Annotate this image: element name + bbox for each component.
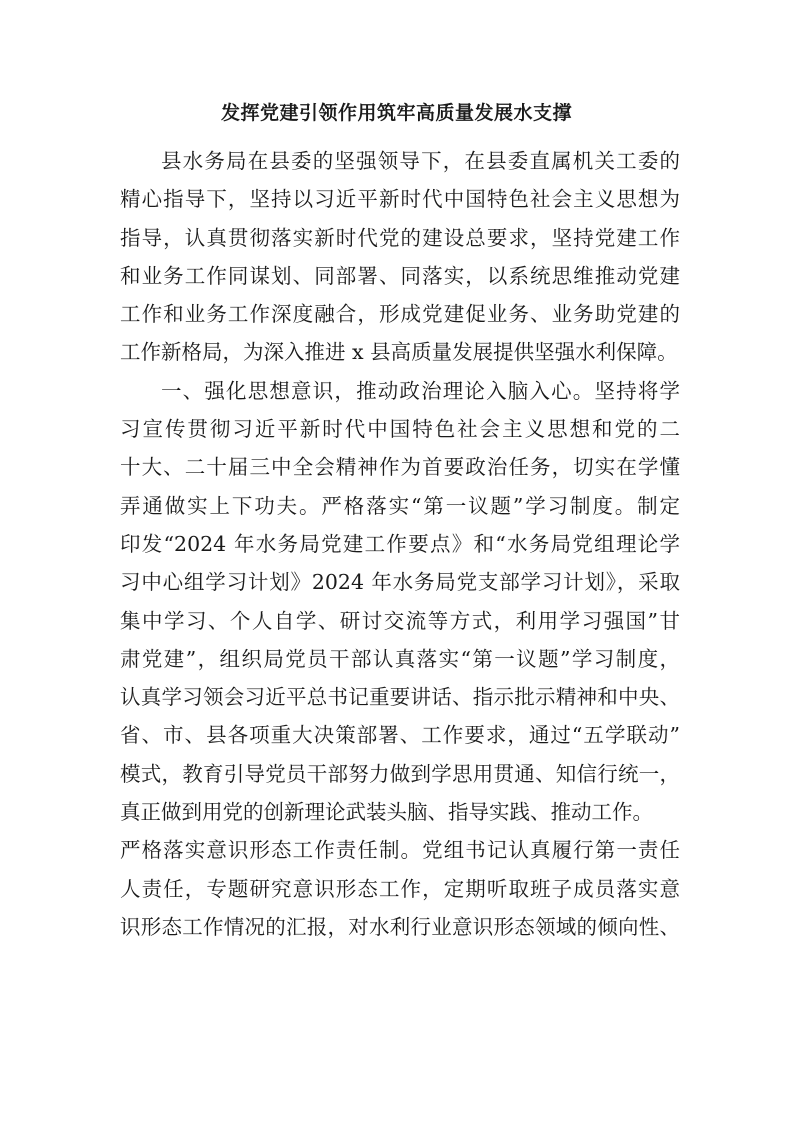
body-line: 识形态工作情况的汇报，对水利行业意识形态领域的倾向性、 <box>120 914 680 939</box>
body-line: 和业务工作同谋划、同部署、同落实，以系统思维推动党建 <box>120 263 680 288</box>
body-line: 一、强化思想意识，推动政治理论入脑入心。坚持将学 <box>161 378 680 403</box>
document-body <box>120 142 680 946</box>
body-line: 模式，教育引导党员干部努力做到学思用贯通、知信行统一， <box>120 761 680 786</box>
body-line: 严格落实意识形态工作责任制。党组书记认真履行第一责任 <box>120 838 680 863</box>
body-line: 精心指导下，坚持以习近平新时代中国特色社会主义思想为 <box>120 187 680 212</box>
body-line: 工作和业务工作深度融合，形成党建促业务、业务助党建的 <box>120 302 680 327</box>
body-line: 集中学习、个人自学、研讨交流等方式，利用学习强国”甘 <box>120 608 680 633</box>
document-title: 发挥党建引领作用筑牢高质量发展水支撑 <box>220 102 572 124</box>
body-line: 省、市、县各项重大决策部署、工作要求，通过“五学联动” <box>120 723 680 748</box>
body-line: 县水务局在县委的坚强领导下，在县委直属机关工委的 <box>161 149 680 173</box>
body-line: 人责任，专题研究意识形态工作，定期听取班子成员落实意 <box>120 876 680 901</box>
body-line: 习中心组学习计划》2024 年水务局党支部学习计划》，采取 <box>120 570 680 595</box>
body-line: 弄通做实上下功夫。严格落实“第一议题”学习制度。制定 <box>120 493 680 518</box>
body-line: 十大、二十届三中全会精神作为首要政治任务，切实在学懂 <box>120 455 680 480</box>
body-line: 工作新格局，为深入推进 x 县高质量发展提供坚强水利保障。 <box>120 340 678 365</box>
body-line: 认真学习领会习近平总书记重要讲话、指示批示精神和中央、 <box>120 685 680 710</box>
body-line: 指导，认真贯彻落实新时代党的建设总要求，坚持党建工作 <box>120 225 680 250</box>
body-line: 真正做到用党的创新理论武装头脑、指导实践、推动工作。 <box>120 800 653 825</box>
body-line: 习宣传贯彻习近平新时代中国特色社会主义思想和党的二 <box>120 417 680 442</box>
body-line: 肃党建”，组织局党员干部认真落实“第一议题”学习制度， <box>120 646 680 671</box>
body-line: 印发“2024 年水务局党建工作要点》和“水务局党组理论学 <box>120 531 680 556</box>
